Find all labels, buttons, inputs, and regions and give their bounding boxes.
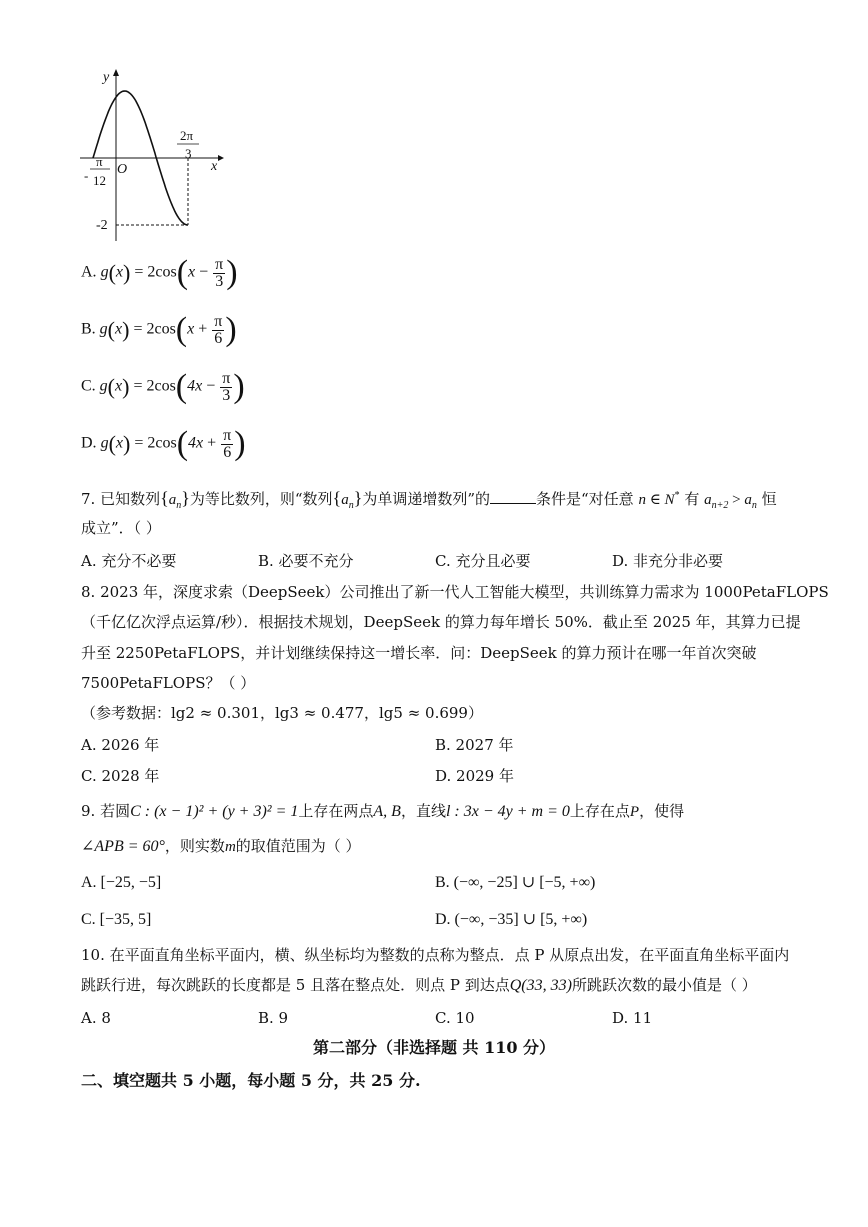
q7-gt: >: [728, 492, 745, 508]
q9-line1: [81, 801, 684, 822]
q7-blank: [490, 489, 536, 504]
option-letter: A.: [81, 263, 97, 281]
q6-option-b: B. g(x) = 2cos(x + $\frac{\pi}{6}$ ): [81, 311, 237, 348]
q7-sub3: n+2: [711, 500, 729, 511]
q10-line1: 10. 在平面直角坐标平面内，横、纵坐标均为整数的点称为整点．点 P 从原点出发，在平面直角坐标平面内: [81, 946, 790, 964]
option-letter: B.: [81, 320, 96, 338]
q9-circle-eq: C : (x − 1)² + (y + 3)² = 1: [130, 803, 299, 820]
q7-star: *: [674, 490, 680, 501]
q7-an3: a: [704, 492, 712, 508]
q9-option-d: D. (−∞, −35] ∪ [5, +∞): [435, 911, 588, 928]
q8-option-a: A. 2026 年: [81, 736, 160, 754]
q9-line2: [81, 836, 361, 857]
frac-num: π: [214, 312, 223, 330]
q9-end: ，使得: [639, 802, 685, 820]
frac-num: π: [222, 369, 231, 387]
x-right-num: 2π: [180, 128, 194, 143]
q7-you: 有: [684, 490, 700, 508]
part2-title: 第二部分（非选择题 共 110 分）: [312, 1038, 556, 1057]
y-min-label: -2: [96, 218, 108, 233]
q10-option-b: B. 9: [258, 1009, 289, 1027]
q7-sub4: n: [751, 500, 757, 511]
q7-an: a: [168, 492, 177, 508]
q9-text: ，则实数: [164, 837, 225, 855]
x-left-sign: -: [84, 168, 89, 183]
func-rhs: = 2cos: [129, 377, 176, 395]
q9-line-eq: l : 3x − 4y + m = 0: [445, 803, 570, 820]
q7-line2: 成立”．（ ）: [81, 519, 161, 537]
x-left-num: π: [96, 154, 103, 169]
inner-term: 4x: [187, 377, 203, 395]
q7-text-a: 7. 已知数列: [81, 490, 161, 508]
q8-option-b: B. 2027 年: [435, 736, 514, 754]
q7-option-a: A. 充分不必要: [81, 552, 177, 570]
func-rhs: = 2cos: [130, 263, 177, 281]
q7-text-b: 为等比数列，则“数列: [189, 490, 333, 508]
q9-mid: 上存在两点: [298, 802, 374, 820]
inner-sign: +: [207, 434, 217, 452]
inner-term: 4x: [188, 434, 204, 452]
func-var: x: [115, 377, 123, 395]
func-var: x: [115, 320, 123, 338]
inner-sign: +: [198, 320, 208, 338]
x-axis-label: x: [211, 159, 218, 174]
q10-text-b: 所跳跃次数的最小值是（ ）: [571, 976, 757, 994]
func-name: g: [100, 434, 109, 452]
frac-num: π: [223, 426, 232, 444]
q9-mid2: ，直线: [400, 802, 446, 820]
x-right-den: 3: [185, 146, 192, 161]
q7-cond: n ∈ N: [638, 492, 675, 508]
q9-p: P: [629, 804, 640, 820]
func-rhs: = 2cos: [129, 320, 176, 338]
q8-reference: （参考数据：lg2 ≈ 0.301，lg3 ≈ 0.477，lg5 ≈ 0.699）: [81, 704, 483, 722]
q8-option-d: D. 2029 年: [435, 767, 514, 785]
frac-den: 3: [215, 272, 224, 290]
option-letter: C.: [81, 377, 96, 395]
q9-option-b: B. (−∞, −25] ∪ [−5, +∞): [435, 874, 596, 891]
q6-option-c: C. g(x) = 2cos(4x − $\frac{\pi}{3}$ ): [81, 368, 245, 405]
q8-option-c: C. 2028 年: [81, 767, 160, 785]
q9-mid3: 上存在点: [569, 802, 630, 820]
q7-option-b: B. 必要不充分: [258, 552, 354, 570]
q10-point-q: Q(33, 33): [509, 977, 572, 994]
q7-sub: n: [176, 500, 182, 511]
option-letter: D.: [81, 434, 97, 452]
q9-ab: A, B: [373, 803, 401, 820]
frac-den: 6: [223, 443, 232, 461]
q8-line4: 7500PetaFLOPS？（ ）: [81, 674, 256, 692]
q7-line1: 7. 已知数列$\{a_n\}$为等比数列，则“数列$\{a_n\}$为单调递增数列”的 条件是“对任意 n ∈ N* 有 $a_{n+2} > a_n$ 恒: [81, 488, 777, 511]
q8-line3: 升至 2250PetaFLOPS，并计划继续保持这一增长率．问：DeepSeek 的算力预计在哪一年首次突破: [81, 644, 757, 662]
frac-num: π: [215, 255, 224, 273]
q10-option-a: A. 8: [81, 1009, 111, 1027]
q10-option-c: C. 10: [435, 1009, 475, 1027]
func-name: g: [99, 377, 108, 395]
frac-den: 6: [214, 329, 223, 347]
q7-text-d: 条件是“对任意: [536, 490, 634, 508]
func-rhs: = 2cos: [130, 434, 177, 452]
q10-line2: [81, 975, 757, 996]
func-name: g: [100, 263, 109, 281]
q7-option-c: C. 充分且必要: [435, 552, 531, 570]
q9-option-c: C. [−35, 5]: [81, 911, 152, 928]
q10-text-a: 跳跃行进，每次跳跃的长度都是 5 且落在整点处．则点 P 到达点: [81, 976, 510, 994]
origin-label: O: [117, 162, 128, 177]
q7-heng: 恒: [761, 490, 777, 508]
q7-text-c: 为单调递增数列”的: [362, 490, 490, 508]
q9-m: m: [224, 839, 236, 855]
inner-sign: −: [206, 377, 216, 395]
frac-den: 3: [222, 386, 231, 404]
q10-option-d: D. 11: [612, 1009, 653, 1027]
q9-pre: 9. 若圆: [81, 802, 131, 820]
inner-sign: −: [199, 263, 209, 281]
q9-option-a: A. [−25, −5]: [81, 874, 162, 891]
func-var: x: [115, 434, 123, 452]
q9-text-end: 的取值范围为（ ）: [235, 837, 361, 855]
y-axis-label: y: [103, 70, 110, 85]
func-name: g: [99, 320, 108, 338]
q6-option-a: A. g(x) = 2cos(x − $\frac{\pi}{3}$ ): [81, 254, 238, 291]
q6-option-d: D. g(x) = 2cos(4x + $\frac{\pi}{6}$ ): [81, 425, 246, 462]
x-left-den: 12: [93, 173, 106, 188]
func-var: x: [115, 263, 123, 281]
q7-sub2: n: [348, 500, 354, 511]
inner-term: x: [187, 320, 195, 338]
q9-angle: ∠APB = 60°: [81, 838, 165, 855]
q7-option-d: D. 非充分非必要: [612, 552, 724, 570]
q7-an4: a: [744, 492, 752, 508]
q8-line2: （千亿亿次浮点运算/秒）．根据技术规划，DeepSeek 的算力每年增长 50%．截止至 2025 年，其算力已提: [81, 613, 801, 631]
inner-term: x: [188, 263, 196, 281]
section2-title: 二、填空题共 5 小题，每小题 5 分，共 25 分.: [81, 1071, 421, 1090]
q7-an2: a: [341, 492, 349, 508]
q8-line1: 8. 2023 年，深度求索（DeepSeek）公司推出了新一代人工智能大模型，共训练算力需求为 1000PetaFLOPS: [81, 583, 829, 601]
